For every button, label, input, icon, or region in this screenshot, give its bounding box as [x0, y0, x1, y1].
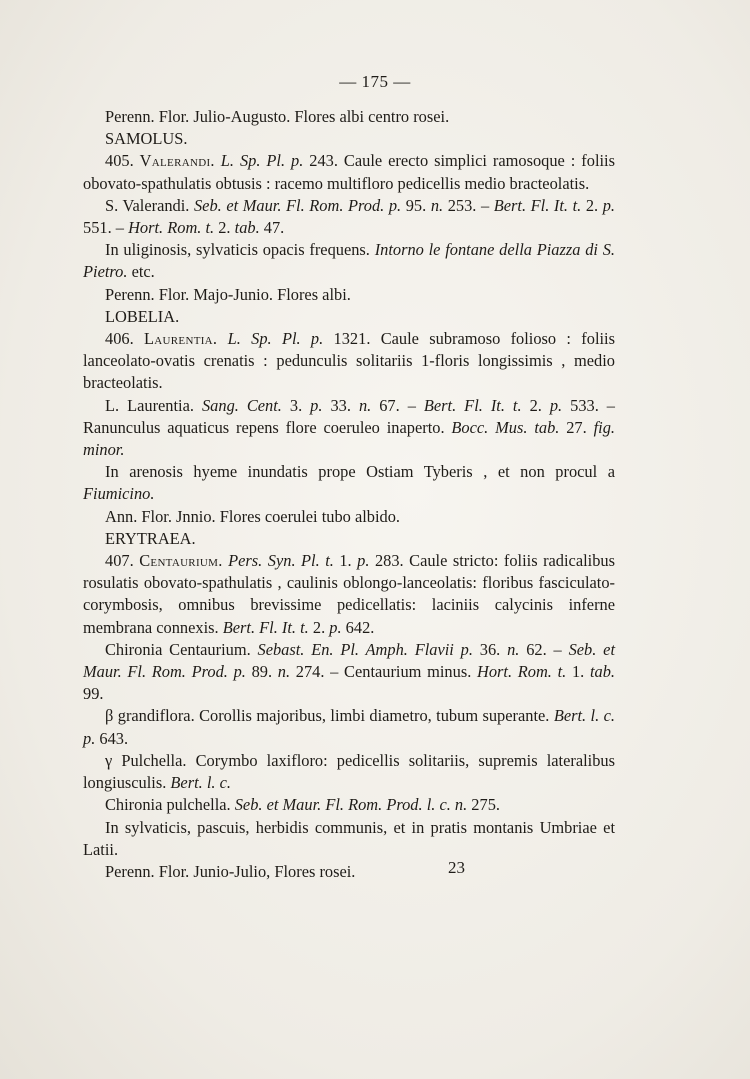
body-text — [83, 106, 615, 883]
habitat-406: In arenosis hyeme inundatis prope Ostiam Tyberis , et non procul a Fiumicino. — [83, 462, 615, 504]
flowering-406: Ann. Flor. Jnnio. Flores coerulei tubo albido. — [105, 506, 401, 526]
synonymy-406: L. Laurentia. Sang. Cent. 3. p. 33. n. 67. – Bert. Fl. It. t. 2. p. 533. – Ranunculus aquaticus repens flore coeruleo inaperto. Bocc. Mus. tab. 27. fig. minor. — [83, 395, 615, 460]
page-number: — 175 — — [339, 72, 411, 91]
paragraph-flowering-samolus-prev: Perenn. Flor. Julio-Augusto. Flores albi centro rosei. — [105, 107, 450, 126]
genus-heading-lobelia: LOBELIA. — [105, 306, 180, 326]
species-name: Valerandi. — [139, 151, 215, 171]
variety-gamma: γ Pulchella. Corymbo laxifloro: pedicellis solitariis, supremis lateralibus longiusculis. Bert. l. c. — [83, 750, 615, 793]
flowering-405: Perenn. Flor. Majo-Junio. Flores albi. — [105, 284, 351, 304]
species-entry-406: 406. Laurentia. L. Sp. Pl. p. 1321. Caule subramoso folioso : foliis lanceolato-ovatis crenatis : pedunculis solitariis 1-floris longissimis , medio bracteolatis. — [83, 329, 615, 393]
genus-heading-samolus: SAMOLUS. — [105, 129, 188, 149]
habitat-405: In uliginosis, sylvaticis opacis frequens. Intorno le fontane della Piazza di S. Pietro. etc. — [83, 240, 616, 282]
synonymy-gamma: Chironia pulchella. Seb. et Maur. Fl. Rom. Prod. l. c. n. 275. — [105, 795, 500, 815]
variety-beta: β grandiflora. Corollis majoribus, limbi diametro, tubum superante. Bert. l. c. p. 643. — [83, 706, 615, 748]
habitat-407: In sylvaticis, pascuis, herbidis communis, et in pratis montanis Umbriae et Latii. — [83, 817, 615, 859]
signature-mark: 23 — [448, 858, 465, 877]
species-name: Centaurium. — [139, 551, 223, 571]
flowering-407: Perenn. Flor. Junio-Julio, Flores rosei. — [105, 861, 356, 881]
genus-heading-erytraea: ERYTRAEA. — [105, 528, 196, 548]
species-entry-405: 405. Valerandi. L. Sp. Pl. p. 243. Caule erecto simplici ramosoque : foliis obovato-spathulatis obtusis : racemo multifloro pedicellis medio bracteolatis. — [83, 151, 615, 193]
synonymy-407: Chironia Centaurium. Sebast. En. Pl. Amph. Flavii p. 36. n. 62. – Seb. et Maur. Fl. Rom. Prod. p. 89. n. 274. – Centaurium minus. Hort. Rom. t. 1. tab. 99. — [83, 639, 616, 704]
species-entry-407: 407. Centaurium. Pers. Syn. Pl. t. 1. p. 283. Caule stricto: foliis radicalibus rosulatis obovato-spathulatis , caulinis oblongo-lanceolatis: floribus fasciculato-corymbosis, omnibus brevissime pedicellatis: laciniis calycinis inferne membrana connexis. Bert. Fl. It. t. 2. p. 642. — [83, 551, 615, 637]
species-name: Laurentia. — [144, 329, 218, 349]
synonymy-405: S. Valerandi. Seb. et Maur. Fl. Rom. Prod. p. 95. n. 253. – Bert. Fl. It. t. 2. p. 551. – Hort. Rom. t. 2. tab. 47. — [83, 195, 616, 238]
